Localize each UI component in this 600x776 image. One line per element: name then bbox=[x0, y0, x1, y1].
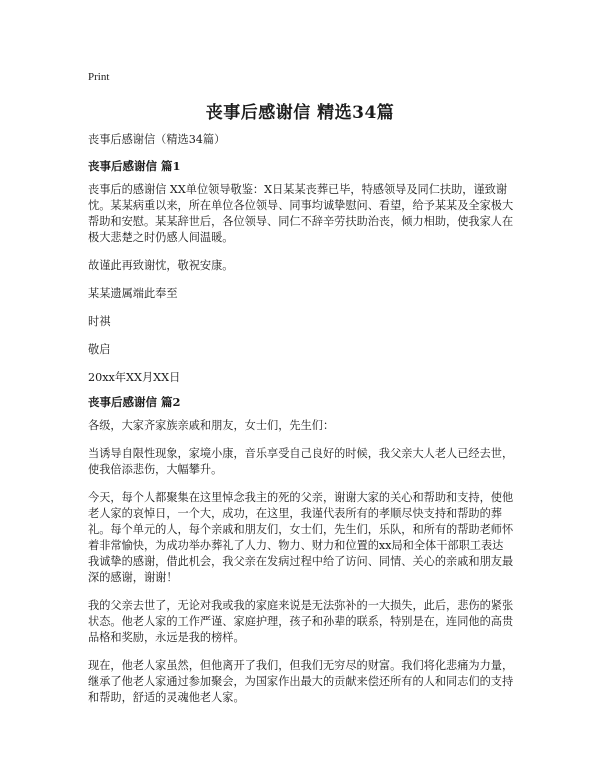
paragraph: 丧事后的感谢信 XX单位领导敬鉴：X日某某丧葬已毕，特感领导及同仁扶助，谨致谢忱。某某病重以来，所在单位各位领导、同事均诚挚慰问、看望，给予某某及全家极大帮助和安慰。某某辞世后，各位领导、同仁不辞辛劳扶助治丧，倾力相助，使我家人在极大悲楚之时仍感人间温暖。 bbox=[88, 183, 514, 244]
paragraph: 今天，每个人都聚集在这里悼念我主的死的父亲，谢谢大家的关心和帮助和支持，使他老人家的哀悼日，一个大，成功，在这里，我谨代表所有的孝顺尽快支持和帮助的葬礼。每个单元的人，每个亲戚和朋友们，女士们，先生们，乐队，和所有的帮助老师怀着非常愉快，为成功举办葬礼了人力、物力、财力和位置的xx局和全体干部职工表达我诚挚的感谢，借此机会，我父亲在发病过程中给了访问、同情、关心的亲戚和朋友最深的感谢，谢谢！ bbox=[88, 491, 514, 584]
paragraph: 我的父亲去世了，无论对我或我的家庭来说是无法弥补的一大损失，此后，悲伤的紧张状态。他老人家的工作严谨、家庭护理，孩子和孙辈的联系，特别是在，连同他的高贵品格和奖励，永远是我的榜样。 bbox=[88, 599, 514, 644]
paragraph: 某某遗属端此奉至 bbox=[88, 287, 178, 300]
section-heading-2: 丧事后感谢信 篇2 bbox=[88, 395, 181, 409]
print-label: Print bbox=[88, 71, 110, 83]
paragraph: 敬启 bbox=[88, 343, 111, 356]
paragraph: 时祺 bbox=[88, 315, 111, 328]
page-title: 丧事后感谢信 精选34篇 bbox=[205, 103, 395, 123]
paragraph: 各级，大家齐家族亲戚和朋友，女士们，先生们： bbox=[88, 419, 335, 432]
paragraph: 故谨此再致谢忱，敬祝安康。 bbox=[88, 259, 234, 272]
document-subtitle: 丧事后感谢信（精选34篇） bbox=[88, 133, 226, 146]
section-heading-1: 丧事后感谢信 篇1 bbox=[88, 159, 181, 173]
date-line: 20xx年XX月XX日 bbox=[88, 371, 181, 384]
paragraph: 当诱导自限性现象，家境小康，音乐享受自己良好的时候，我父亲大人老人已经去世，使我倍添悲伤，大幅攀升。 bbox=[88, 447, 514, 476]
paragraph: 现在，他老人家虽然，但他离开了我们，但我们无穷尽的财富。我们将化悲痛为力量，继承了他老人家通过参加聚会，为国家作出最大的贡献来偿还所有的人和同志们的支持和帮助，舒适的灵魂他老人家。 bbox=[88, 659, 514, 704]
document-body bbox=[88, 132, 514, 718]
